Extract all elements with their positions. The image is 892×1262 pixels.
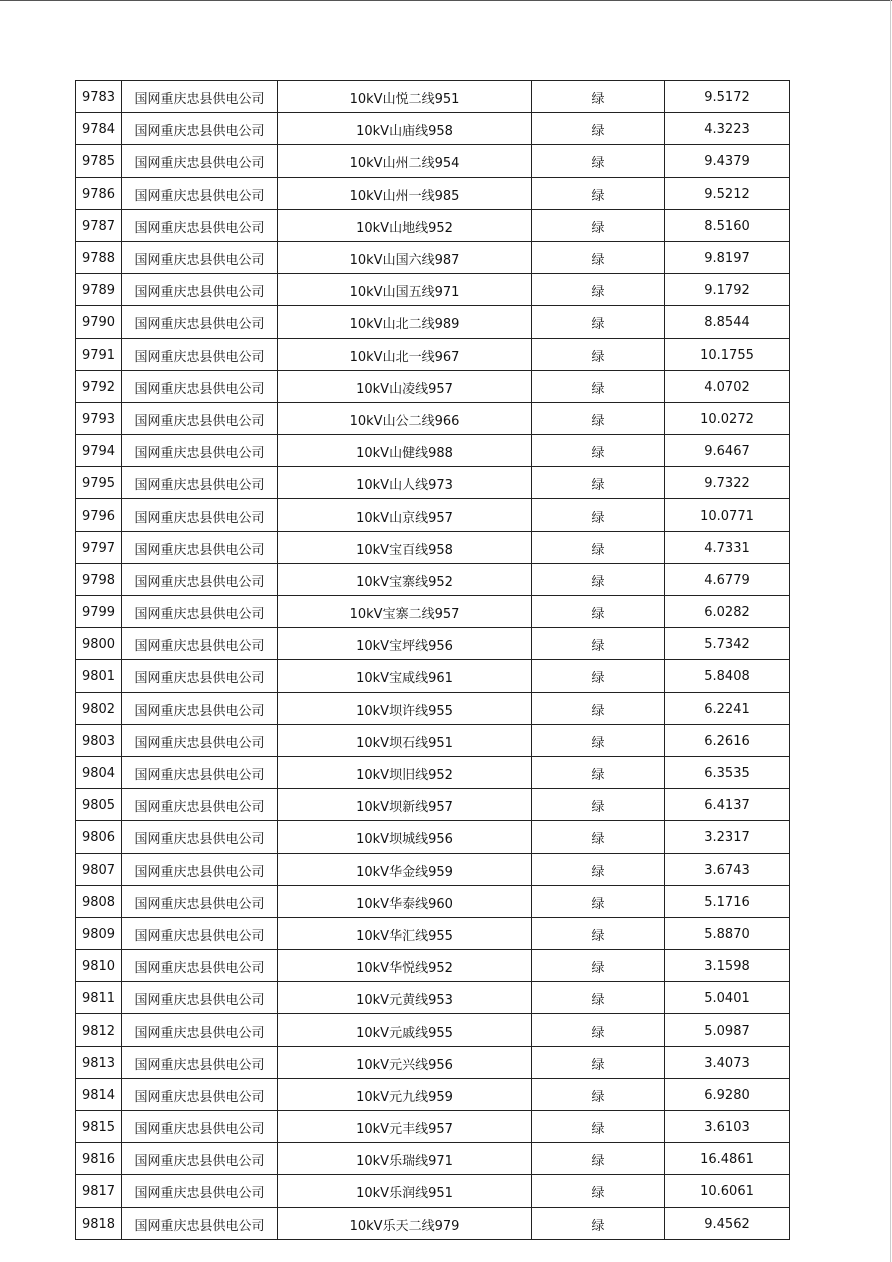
table-row xyxy=(76,435,790,467)
status-cell: 绿 xyxy=(532,853,665,885)
table-row xyxy=(76,306,790,338)
line-name-cell: 10kV坝许线955 xyxy=(278,692,532,724)
value-cell: 9.5172 xyxy=(665,81,790,113)
line-name-cell: 10kV华泰线960 xyxy=(278,885,532,917)
table-row xyxy=(76,950,790,982)
table-row xyxy=(76,563,790,595)
status-cell: 绿 xyxy=(532,563,665,595)
status-cell: 绿 xyxy=(532,531,665,563)
value-cell: 10.0771 xyxy=(665,499,790,531)
value-cell: 9.4379 xyxy=(665,145,790,177)
company-cell: 国网重庆忠县供电公司 xyxy=(122,209,278,241)
table-row xyxy=(76,274,790,306)
company-cell: 国网重庆忠县供电公司 xyxy=(122,885,278,917)
value-cell: 5.0987 xyxy=(665,1014,790,1046)
line-name-cell: 10kV元黄线953 xyxy=(278,982,532,1014)
company-cell: 国网重庆忠县供电公司 xyxy=(122,435,278,467)
row-number-cell: 9793 xyxy=(76,402,122,434)
row-number-cell: 9809 xyxy=(76,917,122,949)
value-cell: 5.1716 xyxy=(665,885,790,917)
table-row xyxy=(76,145,790,177)
status-cell: 绿 xyxy=(532,789,665,821)
table-row xyxy=(76,467,790,499)
company-cell: 国网重庆忠县供电公司 xyxy=(122,1111,278,1143)
value-cell: 8.8544 xyxy=(665,306,790,338)
company-cell: 国网重庆忠县供电公司 xyxy=(122,1078,278,1110)
company-cell: 国网重庆忠县供电公司 xyxy=(122,789,278,821)
row-number-cell: 9804 xyxy=(76,756,122,788)
value-cell: 4.3223 xyxy=(665,113,790,145)
status-cell: 绿 xyxy=(532,274,665,306)
table-row xyxy=(76,81,790,113)
value-cell: 9.1792 xyxy=(665,274,790,306)
value-cell: 6.0282 xyxy=(665,596,790,628)
company-cell: 国网重庆忠县供电公司 xyxy=(122,950,278,982)
row-number-cell: 9817 xyxy=(76,1175,122,1207)
value-cell: 10.1755 xyxy=(665,338,790,370)
row-number-cell: 9811 xyxy=(76,982,122,1014)
line-name-cell: 10kV宝坪线956 xyxy=(278,628,532,660)
company-cell: 国网重庆忠县供电公司 xyxy=(122,113,278,145)
status-cell: 绿 xyxy=(532,950,665,982)
company-cell: 国网重庆忠县供电公司 xyxy=(122,306,278,338)
row-number-cell: 9798 xyxy=(76,563,122,595)
table-row xyxy=(76,177,790,209)
line-name-cell: 10kV山州二线954 xyxy=(278,145,532,177)
row-number-cell: 9799 xyxy=(76,596,122,628)
value-cell: 5.8870 xyxy=(665,917,790,949)
line-name-cell: 10kV坝新线957 xyxy=(278,789,532,821)
line-name-cell: 10kV宝百线958 xyxy=(278,531,532,563)
row-number-cell: 9786 xyxy=(76,177,122,209)
company-cell: 国网重庆忠县供电公司 xyxy=(122,660,278,692)
row-number-cell: 9812 xyxy=(76,1014,122,1046)
company-cell: 国网重庆忠县供电公司 xyxy=(122,821,278,853)
line-name-cell: 10kV山悦二线951 xyxy=(278,81,532,113)
line-name-cell: 10kV宝寨线952 xyxy=(278,563,532,595)
status-cell: 绿 xyxy=(532,402,665,434)
status-cell: 绿 xyxy=(532,628,665,660)
row-number-cell: 9810 xyxy=(76,950,122,982)
table-row xyxy=(76,1046,790,1078)
value-cell: 6.2616 xyxy=(665,724,790,756)
line-name-cell: 10kV山庙线958 xyxy=(278,113,532,145)
table-row xyxy=(76,402,790,434)
value-cell: 4.6779 xyxy=(665,563,790,595)
status-cell: 绿 xyxy=(532,982,665,1014)
company-cell: 国网重庆忠县供电公司 xyxy=(122,982,278,1014)
value-cell: 10.0272 xyxy=(665,402,790,434)
line-name-cell: 10kV元九线959 xyxy=(278,1078,532,1110)
line-name-cell: 10kV元丰线957 xyxy=(278,1111,532,1143)
status-cell: 绿 xyxy=(532,435,665,467)
company-cell: 国网重庆忠县供电公司 xyxy=(122,402,278,434)
line-name-cell: 10kV山州一线985 xyxy=(278,177,532,209)
data-table xyxy=(75,80,790,1240)
row-number-cell: 9805 xyxy=(76,789,122,821)
table-row xyxy=(76,1207,790,1239)
row-number-cell: 9789 xyxy=(76,274,122,306)
page-top-border xyxy=(0,0,892,1)
line-name-cell: 10kV坝石线951 xyxy=(278,724,532,756)
row-number-cell: 9803 xyxy=(76,724,122,756)
status-cell: 绿 xyxy=(532,209,665,241)
value-cell: 5.0401 xyxy=(665,982,790,1014)
table-row xyxy=(76,1143,790,1175)
company-cell: 国网重庆忠县供电公司 xyxy=(122,692,278,724)
table-row xyxy=(76,724,790,756)
company-cell: 国网重庆忠县供电公司 xyxy=(122,853,278,885)
company-cell: 国网重庆忠县供电公司 xyxy=(122,177,278,209)
table-row xyxy=(76,499,790,531)
row-number-cell: 9816 xyxy=(76,1143,122,1175)
line-name-cell: 10kV山北一线967 xyxy=(278,338,532,370)
value-cell: 4.0702 xyxy=(665,370,790,402)
table-row xyxy=(76,370,790,402)
status-cell: 绿 xyxy=(532,821,665,853)
row-number-cell: 9784 xyxy=(76,113,122,145)
company-cell: 国网重庆忠县供电公司 xyxy=(122,724,278,756)
company-cell: 国网重庆忠县供电公司 xyxy=(122,467,278,499)
row-number-cell: 9785 xyxy=(76,145,122,177)
table-row xyxy=(76,531,790,563)
value-cell: 3.4073 xyxy=(665,1046,790,1078)
row-number-cell: 9788 xyxy=(76,241,122,273)
line-name-cell: 10kV元兴线956 xyxy=(278,1046,532,1078)
company-cell: 国网重庆忠县供电公司 xyxy=(122,1175,278,1207)
status-cell: 绿 xyxy=(532,1078,665,1110)
value-cell: 5.8408 xyxy=(665,660,790,692)
status-cell: 绿 xyxy=(532,1143,665,1175)
line-name-cell: 10kV宝寨二线957 xyxy=(278,596,532,628)
status-cell: 绿 xyxy=(532,1175,665,1207)
row-number-cell: 9807 xyxy=(76,853,122,885)
line-name-cell: 10kV山公二线966 xyxy=(278,402,532,434)
value-cell: 4.7331 xyxy=(665,531,790,563)
row-number-cell: 9818 xyxy=(76,1207,122,1239)
value-cell: 6.9280 xyxy=(665,1078,790,1110)
status-cell: 绿 xyxy=(532,499,665,531)
line-name-cell: 10kV华汇线955 xyxy=(278,917,532,949)
value-cell: 3.2317 xyxy=(665,821,790,853)
value-cell: 9.5212 xyxy=(665,177,790,209)
status-cell: 绿 xyxy=(532,338,665,370)
status-cell: 绿 xyxy=(532,370,665,402)
table-row xyxy=(76,853,790,885)
row-number-cell: 9790 xyxy=(76,306,122,338)
company-cell: 国网重庆忠县供电公司 xyxy=(122,563,278,595)
row-number-cell: 9801 xyxy=(76,660,122,692)
row-number-cell: 9794 xyxy=(76,435,122,467)
table-row xyxy=(76,692,790,724)
company-cell: 国网重庆忠县供电公司 xyxy=(122,1014,278,1046)
line-name-cell: 10kV坝旧线952 xyxy=(278,756,532,788)
table-row xyxy=(76,1078,790,1110)
company-cell: 国网重庆忠县供电公司 xyxy=(122,1207,278,1239)
row-number-cell: 9795 xyxy=(76,467,122,499)
status-cell: 绿 xyxy=(532,1207,665,1239)
value-cell: 9.4562 xyxy=(665,1207,790,1239)
company-cell: 国网重庆忠县供电公司 xyxy=(122,274,278,306)
status-cell: 绿 xyxy=(532,81,665,113)
line-name-cell: 10kV山健线988 xyxy=(278,435,532,467)
status-cell: 绿 xyxy=(532,692,665,724)
line-name-cell: 10kV宝咸线961 xyxy=(278,660,532,692)
value-cell: 3.1598 xyxy=(665,950,790,982)
table-row xyxy=(76,209,790,241)
line-name-cell: 10kV山京线957 xyxy=(278,499,532,531)
table-row xyxy=(76,789,790,821)
table-row xyxy=(76,1111,790,1143)
line-name-cell: 10kV乐瑞线971 xyxy=(278,1143,532,1175)
company-cell: 国网重庆忠县供电公司 xyxy=(122,1046,278,1078)
row-number-cell: 9808 xyxy=(76,885,122,917)
status-cell: 绿 xyxy=(532,145,665,177)
value-cell: 3.6743 xyxy=(665,853,790,885)
table-body xyxy=(76,81,790,1240)
status-cell: 绿 xyxy=(532,241,665,273)
status-cell: 绿 xyxy=(532,1014,665,1046)
line-name-cell: 10kV山凌线957 xyxy=(278,370,532,402)
row-number-cell: 9783 xyxy=(76,81,122,113)
status-cell: 绿 xyxy=(532,885,665,917)
row-number-cell: 9791 xyxy=(76,338,122,370)
line-name-cell: 10kV山北二线989 xyxy=(278,306,532,338)
row-number-cell: 9792 xyxy=(76,370,122,402)
status-cell: 绿 xyxy=(532,660,665,692)
value-cell: 9.8197 xyxy=(665,241,790,273)
row-number-cell: 9814 xyxy=(76,1078,122,1110)
table-row xyxy=(76,241,790,273)
company-cell: 国网重庆忠县供电公司 xyxy=(122,499,278,531)
table-row xyxy=(76,1014,790,1046)
value-cell: 6.2241 xyxy=(665,692,790,724)
row-number-cell: 9787 xyxy=(76,209,122,241)
line-name-cell: 10kV山人线973 xyxy=(278,467,532,499)
status-cell: 绿 xyxy=(532,724,665,756)
line-name-cell: 10kV乐润线951 xyxy=(278,1175,532,1207)
row-number-cell: 9813 xyxy=(76,1046,122,1078)
status-cell: 绿 xyxy=(532,113,665,145)
line-name-cell: 10kV山地线952 xyxy=(278,209,532,241)
company-cell: 国网重庆忠县供电公司 xyxy=(122,338,278,370)
status-cell: 绿 xyxy=(532,467,665,499)
company-cell: 国网重庆忠县供电公司 xyxy=(122,370,278,402)
status-cell: 绿 xyxy=(532,306,665,338)
company-cell: 国网重庆忠县供电公司 xyxy=(122,81,278,113)
value-cell: 6.4137 xyxy=(665,789,790,821)
row-number-cell: 9797 xyxy=(76,531,122,563)
status-cell: 绿 xyxy=(532,756,665,788)
table-row xyxy=(76,917,790,949)
line-name-cell: 10kV华悦线952 xyxy=(278,950,532,982)
table-row xyxy=(76,113,790,145)
value-cell: 9.7322 xyxy=(665,467,790,499)
company-cell: 国网重庆忠县供电公司 xyxy=(122,145,278,177)
table-row xyxy=(76,660,790,692)
company-cell: 国网重庆忠县供电公司 xyxy=(122,917,278,949)
status-cell: 绿 xyxy=(532,1046,665,1078)
company-cell: 国网重庆忠县供电公司 xyxy=(122,1143,278,1175)
line-name-cell: 10kV华金线959 xyxy=(278,853,532,885)
value-cell: 9.6467 xyxy=(665,435,790,467)
table-row xyxy=(76,756,790,788)
company-cell: 国网重庆忠县供电公司 xyxy=(122,628,278,660)
value-cell: 6.3535 xyxy=(665,756,790,788)
row-number-cell: 9806 xyxy=(76,821,122,853)
table-row xyxy=(76,982,790,1014)
row-number-cell: 9815 xyxy=(76,1111,122,1143)
table-row xyxy=(76,885,790,917)
value-cell: 5.7342 xyxy=(665,628,790,660)
value-cell: 3.6103 xyxy=(665,1111,790,1143)
row-number-cell: 9802 xyxy=(76,692,122,724)
company-cell: 国网重庆忠县供电公司 xyxy=(122,596,278,628)
row-number-cell: 9800 xyxy=(76,628,122,660)
table-row xyxy=(76,338,790,370)
company-cell: 国网重庆忠县供电公司 xyxy=(122,756,278,788)
page-right-border xyxy=(890,0,891,1262)
line-name-cell: 10kV山国五线971 xyxy=(278,274,532,306)
table-row xyxy=(76,628,790,660)
line-name-cell: 10kV元戚线955 xyxy=(278,1014,532,1046)
table-row xyxy=(76,821,790,853)
company-cell: 国网重庆忠县供电公司 xyxy=(122,241,278,273)
line-name-cell: 10kV坝城线956 xyxy=(278,821,532,853)
status-cell: 绿 xyxy=(532,596,665,628)
table-row xyxy=(76,1175,790,1207)
status-cell: 绿 xyxy=(532,917,665,949)
status-cell: 绿 xyxy=(532,177,665,209)
row-number-cell: 9796 xyxy=(76,499,122,531)
status-cell: 绿 xyxy=(532,1111,665,1143)
table-row xyxy=(76,596,790,628)
company-cell: 国网重庆忠县供电公司 xyxy=(122,531,278,563)
value-cell: 16.4861 xyxy=(665,1143,790,1175)
value-cell: 10.6061 xyxy=(665,1175,790,1207)
line-name-cell: 10kV乐天二线979 xyxy=(278,1207,532,1239)
value-cell: 8.5160 xyxy=(665,209,790,241)
line-name-cell: 10kV山国六线987 xyxy=(278,241,532,273)
